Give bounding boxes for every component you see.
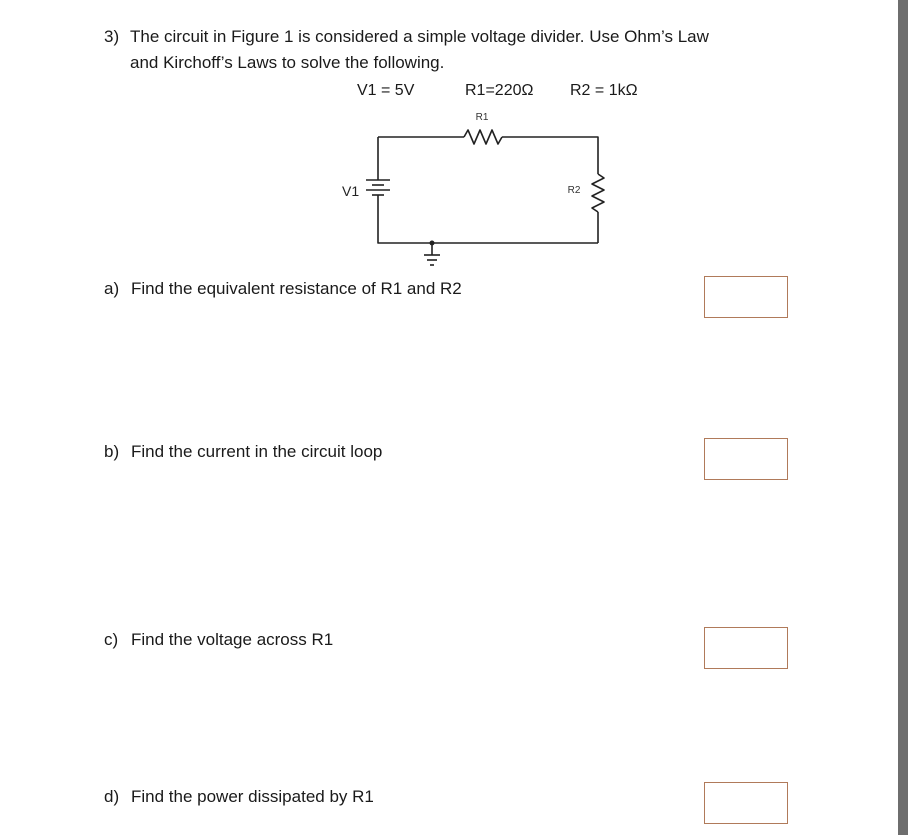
question-c bbox=[104, 629, 333, 651]
top-wire-right bbox=[502, 137, 598, 174]
question-c-text: Find the voltage across R1 bbox=[131, 630, 334, 649]
viewer-scrollbar-edge bbox=[898, 0, 908, 835]
question-b-text: Find the current in the circuit loop bbox=[131, 442, 383, 461]
question-b-label: b) bbox=[104, 442, 120, 461]
question-a-text: Find the equivalent resistance of R1 and R2 bbox=[131, 279, 462, 298]
problem-number: 3) bbox=[104, 27, 120, 46]
r1-resistor-symbol bbox=[464, 130, 502, 144]
circuit-diagram bbox=[0, 0, 898, 280]
question-d-text: Find the power dissipated by R1 bbox=[131, 787, 374, 806]
answer-box-a[interactable] bbox=[704, 276, 788, 318]
r2-resistor-symbol bbox=[592, 174, 604, 212]
question-a bbox=[104, 278, 462, 300]
question-c-label: c) bbox=[104, 630, 119, 649]
problem-text-1: The circuit in Figure 1 is considered a simple voltage divider. Use Ohm’s Law bbox=[130, 27, 709, 46]
answer-box-b[interactable] bbox=[704, 438, 788, 480]
given-v1: V1 = 5V bbox=[357, 82, 415, 99]
r1-diagram-label: R1 bbox=[475, 112, 489, 123]
problem-statement-line-2: and Kirchoff’s Laws to solve the following. bbox=[130, 53, 445, 72]
question-a-label: a) bbox=[104, 279, 120, 298]
question-d-label: d) bbox=[104, 787, 120, 806]
question-b bbox=[104, 441, 382, 463]
question-d bbox=[104, 786, 374, 808]
ground-junction-dot bbox=[430, 241, 435, 246]
bottom-wire bbox=[378, 200, 598, 243]
r2-diagram-label: R2 bbox=[567, 185, 581, 196]
v1-diagram-label: V1 bbox=[342, 183, 360, 199]
given-r2: R2 = 1kΩ bbox=[570, 82, 638, 99]
answer-box-d[interactable] bbox=[704, 782, 788, 824]
answer-box-c[interactable] bbox=[704, 627, 788, 669]
given-r1: R1=220Ω bbox=[465, 82, 534, 99]
